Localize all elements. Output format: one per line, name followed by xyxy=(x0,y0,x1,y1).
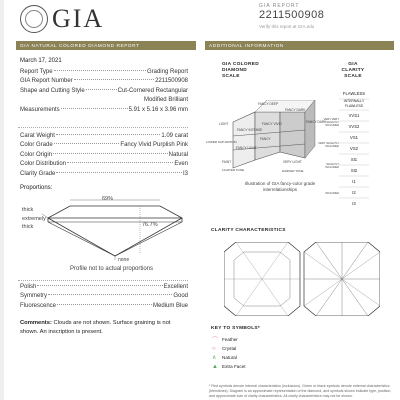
divider xyxy=(18,127,188,128)
detail-row: GIA Report Number 2211500908 xyxy=(20,78,188,85)
color-box-label: FANCY xyxy=(260,137,271,141)
finish-results xyxy=(20,284,188,312)
color-side-label: LOWER SATURATION xyxy=(206,140,237,144)
natural-symbol-icon: ∧ xyxy=(212,355,217,361)
brand-wordmark: GIA xyxy=(52,4,105,33)
grading-row: Clarity Grade I3 xyxy=(20,170,188,177)
color-box-label: LIGHT xyxy=(219,122,229,126)
color-side-label: DARKER TONE xyxy=(282,169,304,173)
gia-seal-icon xyxy=(20,5,48,33)
clarity-grade: INTERNALLY FLAWLESS xyxy=(343,99,365,108)
key-list xyxy=(212,335,246,371)
clarity-grade: SI1 xyxy=(350,157,358,162)
left-section-title: GIA NATURAL COLORED DIAMOND REPORT xyxy=(16,41,196,50)
comments-text: Clouds are not shown. Surface graining is not shown. An inscription is present. xyxy=(20,320,171,335)
clarity-grade: I2 xyxy=(352,190,356,195)
culet-label: none xyxy=(118,257,130,263)
grading-results xyxy=(20,133,188,180)
color-box-label: FANCY INTENSE xyxy=(237,128,263,132)
verify-link[interactable]: Verify this report at GIA.edu xyxy=(259,24,315,29)
clarity-side-label: INCLUDED xyxy=(325,192,339,195)
color-box-label: FANCY DARK xyxy=(306,120,327,124)
clarity-grade: SI2 xyxy=(350,168,358,173)
color-scale-caption: Illustration of GIA fancy-color grade interrelationships xyxy=(244,181,316,192)
girdle-label-extremely: extremely xyxy=(22,216,46,222)
color-box-label: FANCY VIVID xyxy=(262,122,282,126)
report-header-label: GIA REPORT xyxy=(259,3,300,9)
grading-row: Color Distribution Even xyxy=(20,161,188,168)
color-box-label: VERY LIGHT xyxy=(283,160,302,164)
finish-row: Polish Excellent xyxy=(20,284,188,290)
detail-row: Report Type Grading Report xyxy=(20,69,188,75)
proportions-label: Proportions: xyxy=(20,185,53,191)
key-item-natural: ∧ Natural xyxy=(212,355,237,361)
proportions-diagram xyxy=(20,196,190,268)
clarity-scale-title: GIA CLARITY SCALE xyxy=(341,62,365,79)
key-item-feather: ⌒ Feather xyxy=(212,337,238,344)
footnote: * Red symbols denote internal characteristics (inclusions). Green or black symbols denote external characteristics (blemishes). Diagram is an approximate representation of the diamond, and symbols shown indicate type, position, and approximate size of clarity characteristics. All clarity characteristics may not be shown. xyxy=(209,384,392,398)
report-header xyxy=(259,3,324,29)
clarity-grade: VS1 xyxy=(350,135,358,140)
table-percentage: 69% xyxy=(102,196,114,202)
grading-row: Color Grade Fancy Vivid Purplish Pink xyxy=(20,142,188,149)
clarity-characteristics-title: CLARITY CHARACTERISTICS xyxy=(211,228,286,233)
depth-percentage: 76.7% xyxy=(142,222,158,228)
color-scale-title: GIA COLORED DIAMOND SCALE xyxy=(222,62,259,79)
left-margin-strip xyxy=(0,0,4,400)
divider xyxy=(18,280,188,281)
girdle-label-thick: thick xyxy=(22,207,34,213)
crystal-symbol-icon: ○ xyxy=(212,345,216,352)
girdle-label-thick-2: thick xyxy=(22,224,34,230)
clarity-scale-lines xyxy=(339,88,369,210)
finish-row: Symmetry Good xyxy=(20,293,188,300)
finish-row: Fluorescence Medium Blue xyxy=(20,302,188,309)
clarity-grade: VVS1 xyxy=(348,113,360,118)
key-item-extra-facet: ▲ Extra Facet xyxy=(212,363,246,370)
report-details xyxy=(20,69,188,116)
clarity-grade: VS2 xyxy=(350,146,358,151)
clarity-side-label: SLIGHTLY INCLUDED xyxy=(325,163,339,169)
clarity-side-label: VERY SLIGHTLY INCLUDED xyxy=(318,142,339,148)
color-side-label: LIGHTER TONE xyxy=(222,168,245,172)
grading-row: Color Origin Natural xyxy=(20,151,188,158)
clarity-plot-diagram xyxy=(224,242,380,316)
comments xyxy=(20,319,188,337)
color-box-label: FANCY DARK xyxy=(285,108,306,112)
color-box-label: FANCY DEEP xyxy=(258,102,279,106)
grading-row: Carat Weight 1.09 carat xyxy=(20,133,188,139)
clarity-grade: I1 xyxy=(352,179,356,184)
comments-label: Comments: xyxy=(20,320,52,326)
report-date: March 17, 2021 xyxy=(20,58,62,64)
feather-symbol-icon: ⌒ xyxy=(212,338,219,344)
clarity-side-label: VERY VERY SLIGHTLY INCLUDED xyxy=(323,118,339,127)
right-section-title: ADDITIONAL INFORMATION xyxy=(205,41,394,50)
color-box-label: FANCY LIGHT xyxy=(236,146,257,150)
key-title: KEY TO SYMBOLS* xyxy=(211,326,261,331)
gia-logo xyxy=(20,4,104,34)
clarity-grade: VVS2 xyxy=(348,124,360,129)
key-item-crystal: ○ Crystal xyxy=(212,345,237,352)
proportions-caption: Profile not to actual proportions xyxy=(70,266,154,272)
detail-row: Measurements 5.91 x 5.16 x 3.96 mm xyxy=(20,106,188,113)
detail-row: Shape and Cutting Style Cut-Cornered Rectangular xyxy=(20,87,188,94)
report-header-number: 2211500908 xyxy=(259,9,325,21)
clarity-grade: FLAWLESS xyxy=(342,91,366,96)
color-box-label: FAINT xyxy=(222,160,232,164)
detail-row-continued: Modified Brilliant xyxy=(143,97,188,104)
extra-facet-symbol-icon: ▲ xyxy=(212,363,218,370)
clarity-grade: I3 xyxy=(352,201,356,206)
